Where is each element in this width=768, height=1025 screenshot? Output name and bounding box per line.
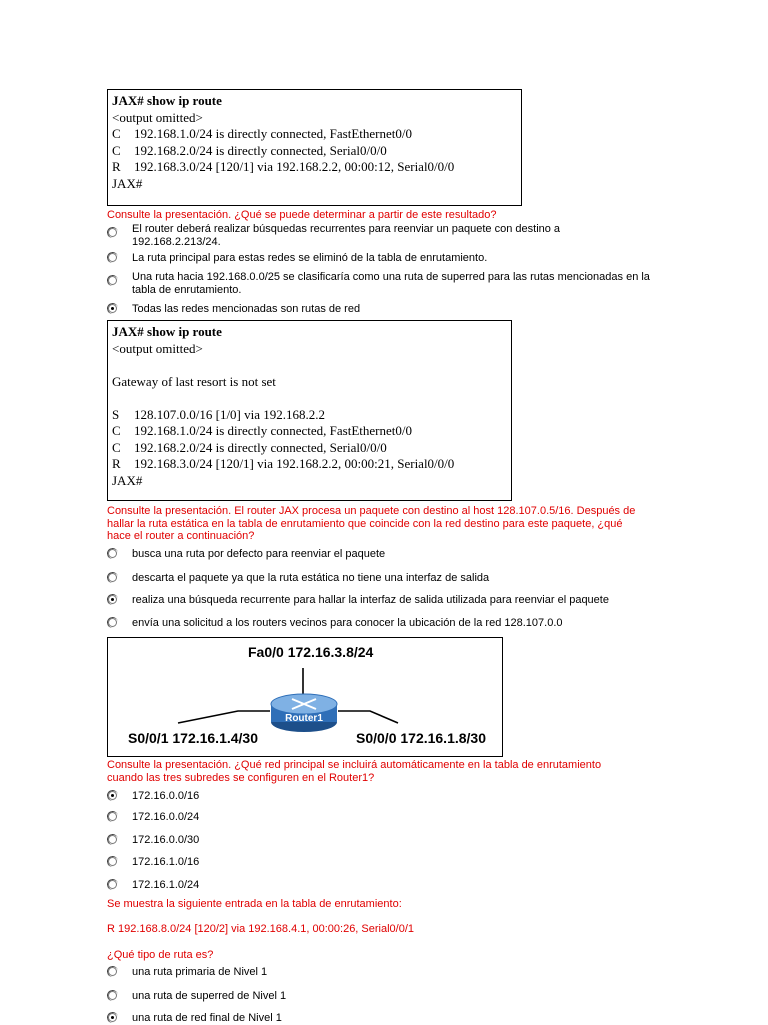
question-2-text: Consulte la presentación. El router JAX procesa un paquete con destino al host 128.107.0.5/16. Después de hallar la ruta estática en la tabla de enrutamiento que coincide con la red destino para este paquete, ¿qué hace el router a continuación? xyxy=(107,505,636,542)
route-row xyxy=(112,423,511,440)
answer-text: envía una solicitud a los routers vecinos para conocer la ubicación de la red 128.107.0.0 xyxy=(132,617,563,629)
radio-button[interactable] xyxy=(108,573,117,582)
radio-button[interactable] xyxy=(108,991,117,1000)
radio-button[interactable] xyxy=(108,228,117,237)
route-code: S xyxy=(112,406,120,422)
exhibit-2-command: JAX# show ip route xyxy=(112,324,222,339)
answer-option[interactable] xyxy=(108,271,668,297)
routing-table-entry: R 192.168.8.0/24 [120/2] via 192.168.4.1, 00:00:26, Serial0/0/1 xyxy=(107,923,415,935)
radio-button[interactable] xyxy=(108,812,117,821)
radio-button-selected[interactable] xyxy=(108,791,117,800)
answer-text: una ruta de superred de Nivel 1 xyxy=(132,990,287,1002)
router-label: Router1 xyxy=(285,713,323,724)
answer-option[interactable] xyxy=(108,548,668,561)
radio-button[interactable] xyxy=(108,276,117,285)
route-row xyxy=(112,159,521,176)
route-text: 192.168.2.0/24 is directly connected, Serial0/0/0 xyxy=(134,142,387,158)
answer-text: Una ruta hacia 192.168.0.0/25 se clasificaría como una ruta de superred para las rutas mencionadas en la tabla de enrutamiento. xyxy=(132,271,650,296)
answer-option[interactable] xyxy=(108,572,668,585)
answer-option[interactable] xyxy=(108,790,668,803)
radio-button[interactable] xyxy=(108,967,117,976)
route-code: R xyxy=(112,159,121,174)
answer-text: realiza una búsqueda recurrente para hallar la interfaz de salida utilizada para reenviar el paquete xyxy=(132,594,609,606)
radio-button-selected[interactable] xyxy=(108,1013,117,1022)
answer-option[interactable] xyxy=(108,966,668,979)
s0-0-0-label: S0/0/0 172.16.1.8/30 xyxy=(356,730,486,746)
route-row xyxy=(112,456,511,473)
answer-text: una ruta de red final de Nivel 1 xyxy=(132,1012,282,1024)
route-text: 192.168.2.0/24 is directly connected, Serial0/0/0 xyxy=(134,439,387,455)
exhibit-1-omitted: <output omitted> xyxy=(112,109,203,125)
answer-option[interactable] xyxy=(108,252,668,265)
exhibit-1-command: JAX# show ip route xyxy=(112,93,222,108)
question-3-text: Consulte la presentación. ¿Qué red principal se incluirá automáticamente en la tabla de enrutamiento cuando las tres subredes se configuren en el Router1? xyxy=(107,759,602,784)
radio-button[interactable] xyxy=(108,618,117,627)
question-1-text: Consulte la presentación. ¿Qué se puede determinar a partir de este resultado? xyxy=(107,209,497,221)
answer-text: 172.16.1.0/24 xyxy=(132,879,200,891)
exhibit-2-show-ip-route xyxy=(107,320,512,501)
radio-button[interactable] xyxy=(108,857,117,866)
s0-0-1-label: S0/0/1 172.16.1.4/30 xyxy=(128,730,258,746)
question-4-intro: Se muestra la siguiente entrada en la tabla de enrutamiento: xyxy=(107,898,402,910)
answer-text: Todas las redes mencionadas son rutas de red xyxy=(132,303,361,315)
radio-button[interactable] xyxy=(108,880,117,889)
route-row xyxy=(112,143,521,160)
exhibit-2-omitted: <output omitted> xyxy=(112,340,203,356)
answer-option[interactable] xyxy=(108,856,668,869)
answer-text: descarta el paquete ya que la ruta estática no tiene una interfaz de salida xyxy=(132,572,490,584)
answer-text: 172.16.0.0/16 xyxy=(132,790,200,802)
route-code: R xyxy=(112,456,121,471)
answer-option[interactable] xyxy=(108,303,668,316)
route-text: 192.168.3.0/24 [120/1] via 192.168.2.2, 00:00:21, Serial0/0/0 xyxy=(134,456,455,471)
route-code: C xyxy=(112,423,121,438)
route-code: C xyxy=(112,126,121,141)
answer-option[interactable] xyxy=(108,594,668,607)
network-diagram xyxy=(107,637,503,757)
radio-button-selected[interactable] xyxy=(108,595,117,604)
route-text: 192.168.1.0/24 is directly connected, FastEthernet0/0 xyxy=(134,126,412,141)
answer-option[interactable] xyxy=(108,811,668,824)
radio-button[interactable] xyxy=(108,835,117,844)
answer-option[interactable] xyxy=(108,834,668,847)
exhibit-2-gateway: Gateway of last resort is not set xyxy=(112,373,276,389)
exhibit-1-end: JAX# xyxy=(112,175,143,191)
answer-text: busca una ruta por defecto para reenviar el paquete xyxy=(132,548,386,560)
route-row xyxy=(112,407,511,424)
radio-button[interactable] xyxy=(108,253,117,262)
answer-text: El router deberá realizar búsquedas recurrentes para reenviar un paquete con destino a 192.168.2.213/24. xyxy=(132,223,561,248)
route-row xyxy=(112,126,521,143)
route-code: C xyxy=(112,439,121,455)
router-icon xyxy=(271,694,337,732)
exhibit-2-end: JAX# xyxy=(112,472,143,488)
answer-text: una ruta primaria de Nivel 1 xyxy=(132,966,268,978)
exhibit-1-show-ip-route xyxy=(107,89,522,206)
fa0-0-label: Fa0/0 172.16.3.8/24 xyxy=(248,644,374,660)
answer-option[interactable] xyxy=(108,1012,668,1024)
route-row xyxy=(112,440,511,457)
route-text: 192.168.1.0/24 is directly connected, FastEthernet0/0 xyxy=(134,423,412,438)
answer-option[interactable] xyxy=(108,990,668,1003)
answer-text: 172.16.1.0/16 xyxy=(132,856,200,868)
answer-option[interactable] xyxy=(108,879,668,892)
route-code: C xyxy=(112,142,121,158)
question-4-text: ¿Qué tipo de ruta es? xyxy=(107,949,214,961)
radio-button-selected[interactable] xyxy=(108,304,117,313)
radio-button[interactable] xyxy=(108,549,117,558)
answer-option[interactable] xyxy=(108,223,668,249)
answer-option[interactable] xyxy=(108,617,668,630)
route-text: 192.168.3.0/24 [120/1] via 192.168.2.2, 00:00:12, Serial0/0/0 xyxy=(134,159,455,174)
answer-text: 172.16.0.0/30 xyxy=(132,834,200,846)
answer-text: 172.16.0.0/24 xyxy=(132,811,200,823)
route-text: 128.107.0.0/16 [1/0] via 192.168.2.2 xyxy=(134,406,326,422)
answer-text: La ruta principal para estas redes se eliminó de la tabla de enrutamiento. xyxy=(132,252,488,264)
